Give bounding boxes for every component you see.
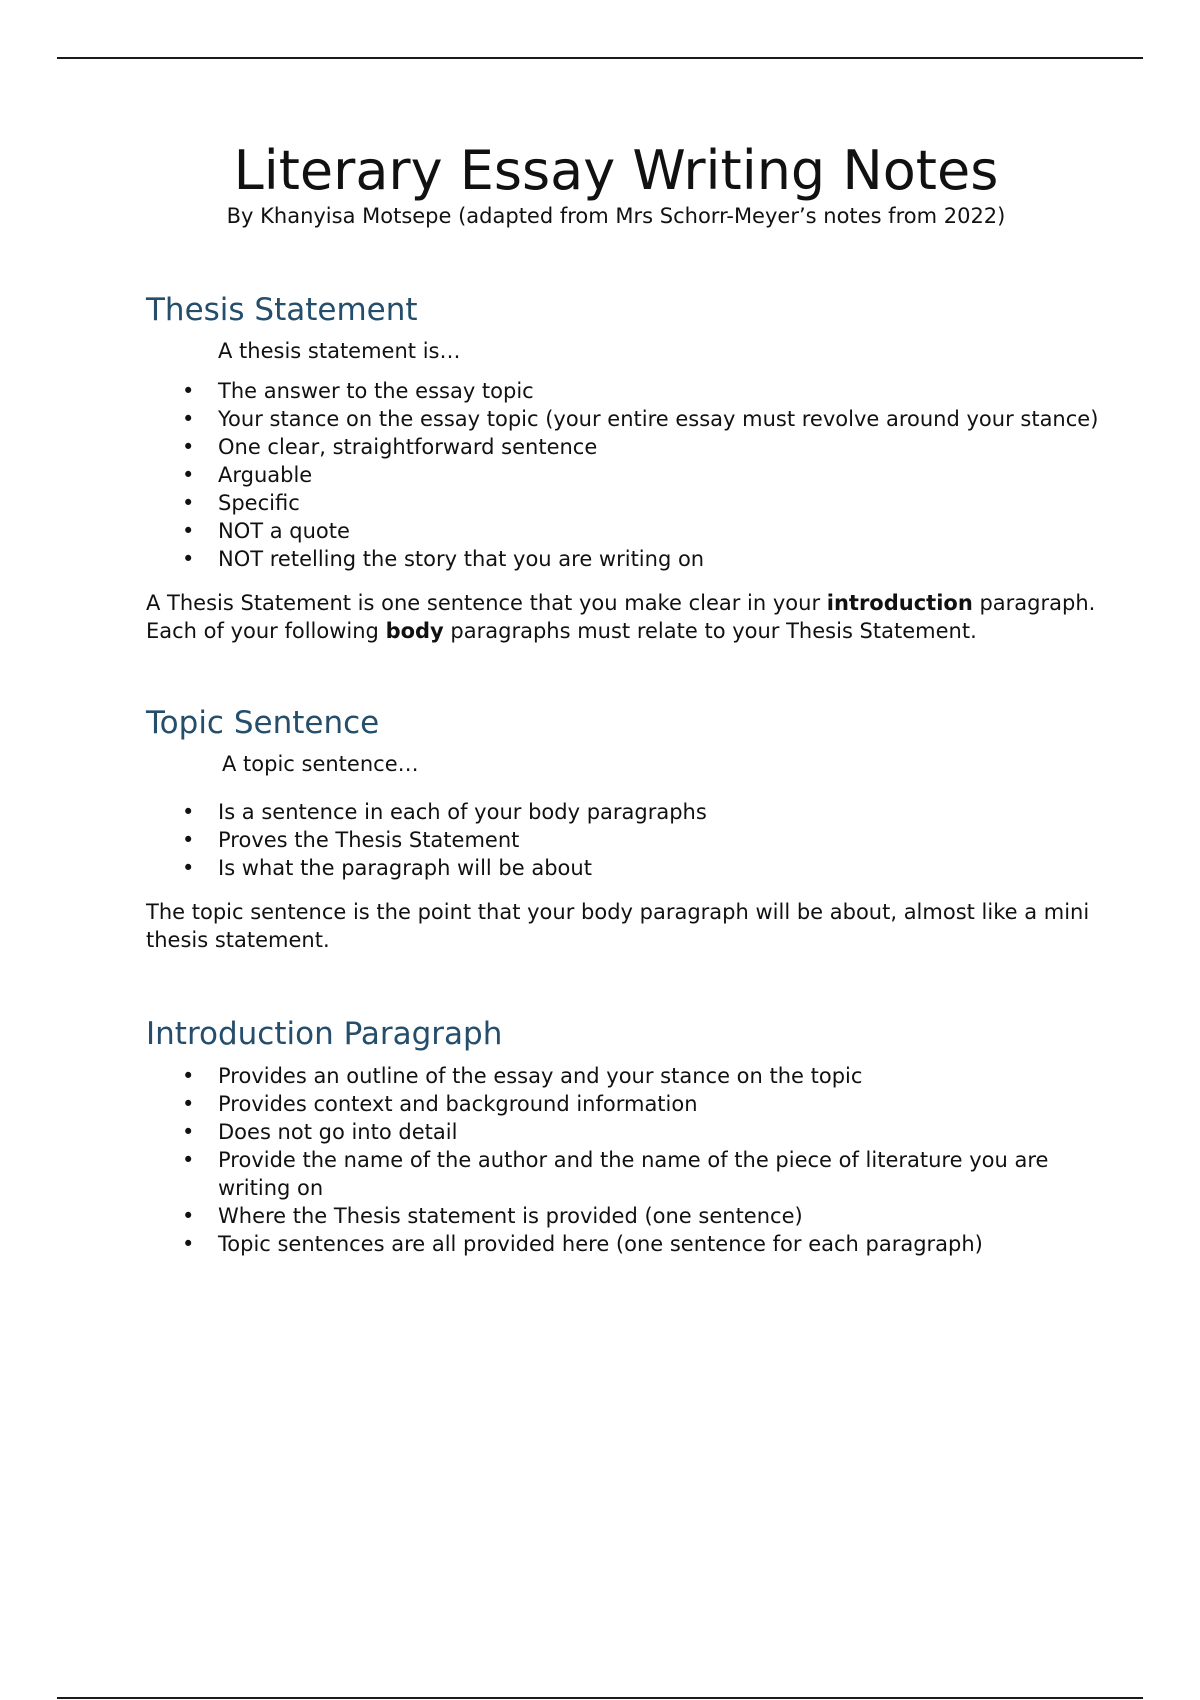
bullet-icon: • xyxy=(182,547,195,572)
list-item-text: Specific xyxy=(218,491,300,516)
list-item xyxy=(146,1118,1118,1146)
list-item xyxy=(146,489,1118,517)
footer-rule xyxy=(57,1697,1143,1699)
bullet-icon: • xyxy=(182,856,195,881)
list-item xyxy=(146,798,1118,826)
list-item-text: Your stance on the essay topic (your entire essay must revolve around your stance) xyxy=(218,407,1099,432)
list-item-text: The answer to the essay topic xyxy=(218,379,534,404)
emphasis-body: body xyxy=(385,619,444,644)
list-item xyxy=(146,1230,1118,1258)
list-item-text: Does not go into detail xyxy=(218,1119,458,1144)
bullet-icon: • xyxy=(182,1063,195,1088)
section-heading: Thesis Statement xyxy=(146,292,418,329)
bullet-icon: • xyxy=(182,463,195,488)
list-item xyxy=(146,1062,1118,1090)
topic-explanation-paragraph: The topic sentence is the point that your body paragraph will be about, almost like a mini thesis statement. xyxy=(146,900,1090,953)
section-topic-sentence xyxy=(146,705,1096,954)
list-item-text: Arguable xyxy=(218,463,313,488)
list-item-text: Where the Thesis statement is provided (one sentence) xyxy=(218,1203,803,1228)
list-item-text: Provide the name of the author and the name of the piece of literature you are writing on xyxy=(218,1147,1049,1200)
bullet-icon: • xyxy=(182,1147,195,1172)
list-item xyxy=(146,545,1118,573)
bullet-icon: • xyxy=(182,1231,195,1256)
bullet-icon: • xyxy=(182,379,195,404)
bullet-list xyxy=(146,1062,1096,1258)
list-item-text: Proves the Thesis Statement xyxy=(218,828,520,853)
list-item-text: Is a sentence in each of your body paragraphs xyxy=(218,800,707,825)
list-item-text: Topic sentences are all provided here (one sentence for each paragraph) xyxy=(218,1231,983,1256)
emphasis-introduction: introduction xyxy=(826,591,973,616)
bullet-icon: • xyxy=(182,519,195,544)
bullet-icon: • xyxy=(182,1091,195,1116)
list-item xyxy=(146,854,1118,882)
thesis-explanation-paragraph xyxy=(146,589,1096,645)
document-title: Literary Essay Writing Notes xyxy=(233,139,999,202)
paragraph-text: paragraphs must relate to your Thesis Statement. xyxy=(443,619,977,644)
list-item xyxy=(146,1090,1118,1118)
list-item-text: Is what the paragraph will be about xyxy=(218,856,592,881)
section-heading: Topic Sentence xyxy=(146,705,380,742)
list-item xyxy=(146,1202,1118,1230)
bullet-icon: • xyxy=(182,435,195,460)
section-intro-line: A topic sentence… xyxy=(222,752,419,777)
list-item xyxy=(146,377,1118,405)
list-item xyxy=(146,517,1118,545)
list-item-text: NOT a quote xyxy=(218,519,350,544)
list-item xyxy=(146,826,1118,854)
section-heading: Introduction Paragraph xyxy=(146,1016,503,1053)
section-thesis-statement xyxy=(146,292,1099,645)
document-subtitle: By Khanyisa Motsepe (adapted from Mrs Schorr-Meyer’s notes from 2022) xyxy=(226,204,1006,229)
list-item-text: Provides an outline of the essay and your stance on the topic xyxy=(218,1063,863,1088)
list-item-text: Provides context and background information xyxy=(218,1091,698,1116)
list-item xyxy=(146,461,1118,489)
section-introduction-paragraph xyxy=(146,1016,1096,1257)
document-body xyxy=(146,139,1099,1258)
list-item-text: NOT retelling the story that you are writing on xyxy=(218,547,705,572)
bullet-icon: • xyxy=(182,1203,195,1228)
paragraph-text: paragraph. Each of your following xyxy=(146,591,1096,644)
paragraph-text: A Thesis Statement is one sentence that you make clear in your xyxy=(146,591,827,616)
bullet-icon: • xyxy=(182,828,195,853)
bullet-icon: • xyxy=(182,1119,195,1144)
list-item xyxy=(146,433,1118,461)
list-item xyxy=(146,405,1118,433)
bullet-list xyxy=(146,377,1099,573)
header-rule xyxy=(57,57,1143,59)
section-intro-line: A thesis statement is… xyxy=(218,339,461,364)
bullet-icon: • xyxy=(182,800,195,825)
bullet-icon: • xyxy=(182,407,195,432)
bullet-icon: • xyxy=(182,491,195,516)
bullet-list xyxy=(146,798,1096,882)
list-item xyxy=(146,1146,1118,1202)
list-item-text: One clear, straightforward sentence xyxy=(218,435,598,460)
